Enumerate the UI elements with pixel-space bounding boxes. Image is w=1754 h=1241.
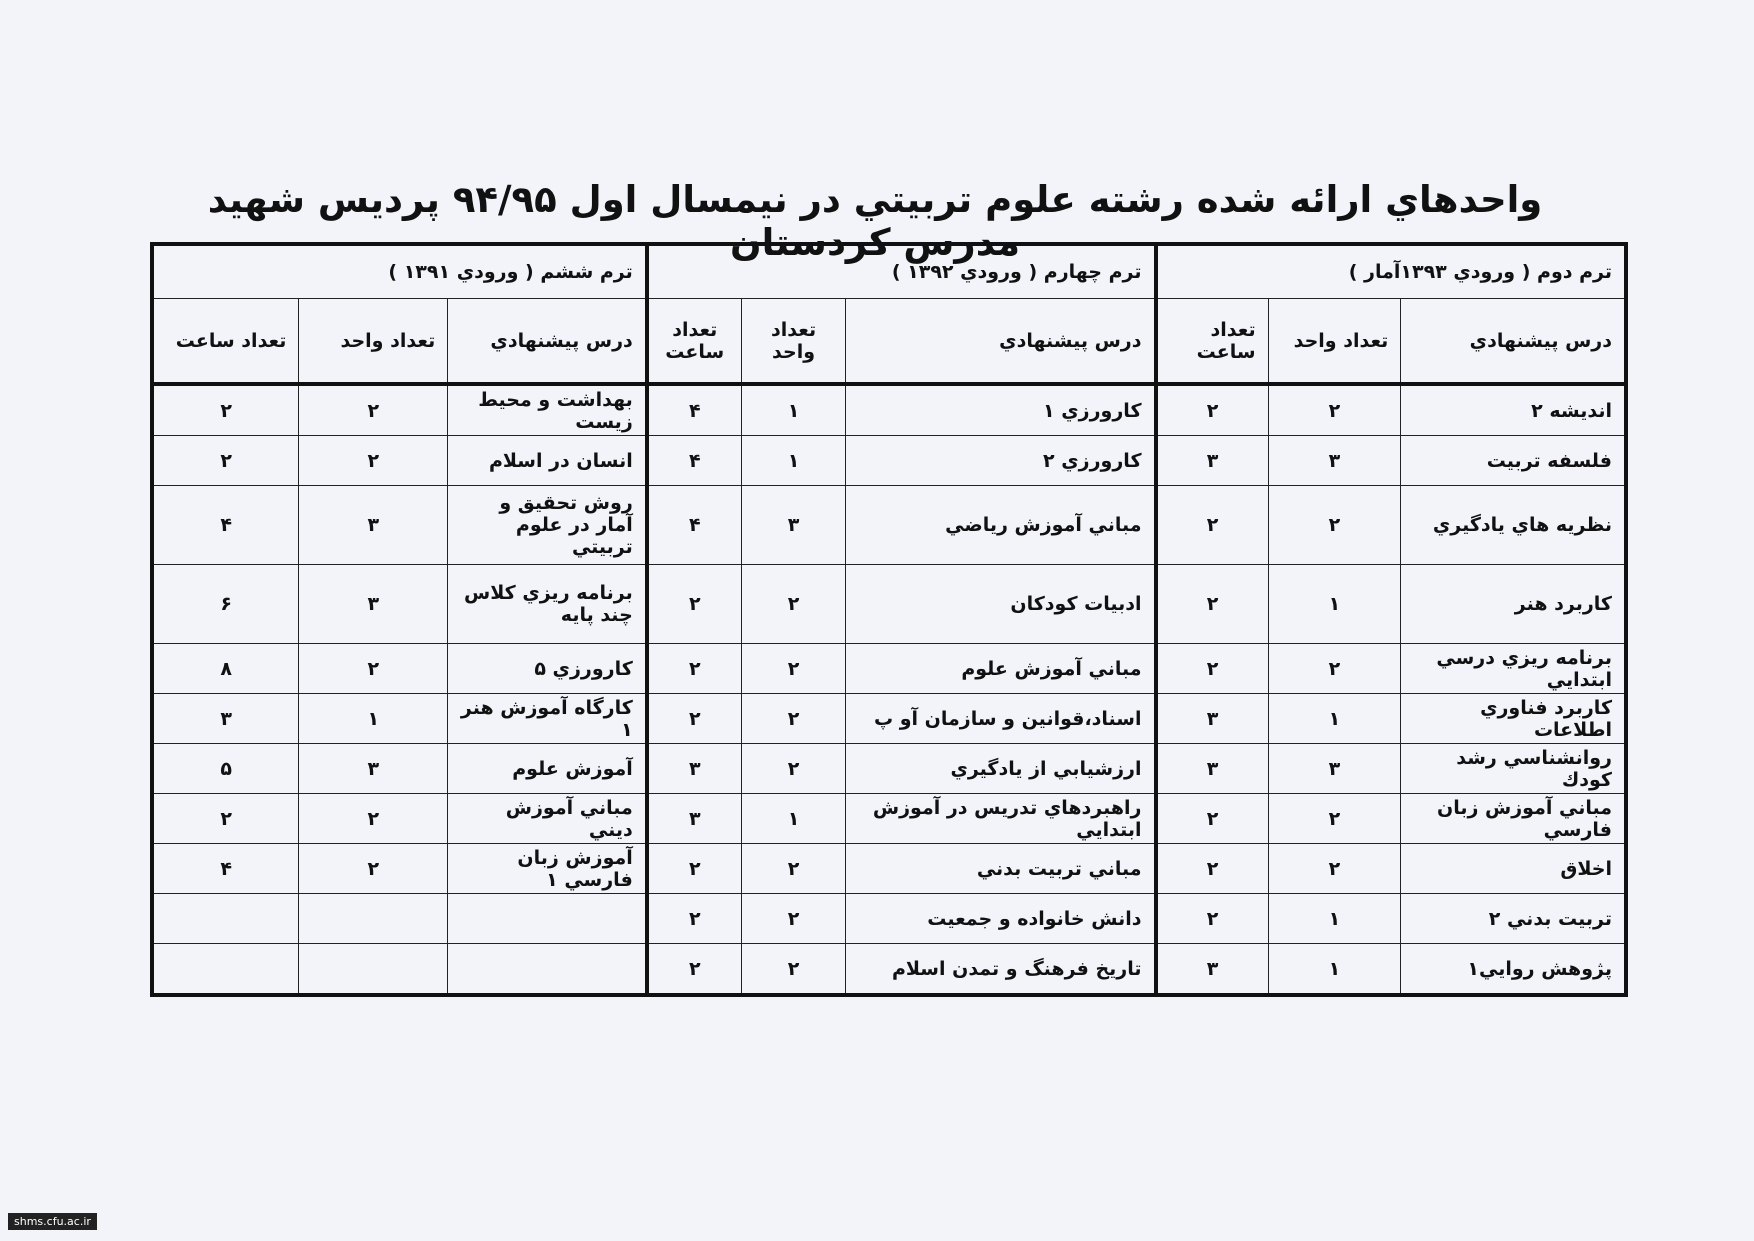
units-cell bbox=[299, 944, 448, 996]
course-cell: انسان در اسلام bbox=[448, 436, 647, 486]
units-cell: ۱ bbox=[1268, 694, 1401, 744]
header-course: درس پيشنهادي bbox=[1401, 299, 1626, 385]
course-cell: تربيت بدني ۲ bbox=[1401, 894, 1626, 944]
hours-cell: ۲ bbox=[1156, 794, 1269, 844]
units-cell: ۱ bbox=[1268, 944, 1401, 996]
header-hours: تعداد ساعت bbox=[1156, 299, 1269, 385]
units-cell: ۲ bbox=[741, 744, 846, 794]
course-cell: ارزشيابي از يادگيري bbox=[846, 744, 1156, 794]
table-row bbox=[152, 744, 1626, 794]
course-cell: مباني آموزش زبان فارسي bbox=[1401, 794, 1626, 844]
hours-cell: ۲ bbox=[1156, 384, 1269, 436]
units-cell: ۲ bbox=[299, 644, 448, 694]
site-watermark: shms.cfu.ac.ir bbox=[8, 1213, 97, 1230]
units-cell: ۱ bbox=[299, 694, 448, 744]
units-cell: ۳ bbox=[1268, 436, 1401, 486]
table-row bbox=[152, 436, 1626, 486]
course-cell: كارورزي ۱ bbox=[846, 384, 1156, 436]
units-cell: ۲ bbox=[741, 844, 846, 894]
course-cell bbox=[448, 944, 647, 996]
units-cell: ۲ bbox=[1268, 384, 1401, 436]
course-cell: آموزش زبان فارسي ۱ bbox=[448, 844, 647, 894]
hours-cell: ۲ bbox=[152, 384, 299, 436]
hours-cell: ۲ bbox=[152, 436, 299, 486]
units-cell: ۲ bbox=[741, 894, 846, 944]
hours-cell: ۳ bbox=[1156, 944, 1269, 996]
units-cell: ۱ bbox=[741, 384, 846, 436]
course-cell: راهبردهاي تدريس در آموزش ابتدايي bbox=[846, 794, 1156, 844]
hours-cell: ۳ bbox=[152, 694, 299, 744]
header-course: درس پيشنهادي bbox=[846, 299, 1156, 385]
hours-cell: ۴ bbox=[647, 436, 742, 486]
units-cell: ۳ bbox=[1268, 744, 1401, 794]
hours-cell: ۳ bbox=[647, 794, 742, 844]
table-row bbox=[152, 844, 1626, 894]
hours-cell: ۲ bbox=[1156, 644, 1269, 694]
course-cell: مباني آموزش ديني bbox=[448, 794, 647, 844]
hours-cell: ۴ bbox=[152, 844, 299, 894]
table-row bbox=[152, 644, 1626, 694]
course-cell: اخلاق bbox=[1401, 844, 1626, 894]
course-cell: مباني آموزش رياضي bbox=[846, 486, 1156, 565]
units-cell: ۳ bbox=[299, 486, 448, 565]
course-cell: برنامه ريزي درسي ابتدايي bbox=[1401, 644, 1626, 694]
units-cell: ۳ bbox=[741, 486, 846, 565]
hours-cell: ۳ bbox=[1156, 744, 1269, 794]
course-cell: مباني آموزش علوم bbox=[846, 644, 1156, 694]
course-cell bbox=[448, 894, 647, 944]
hours-cell: ۶ bbox=[152, 565, 299, 644]
hours-cell bbox=[152, 894, 299, 944]
hours-cell: ۲ bbox=[1156, 844, 1269, 894]
hours-cell: ۲ bbox=[1156, 565, 1269, 644]
hours-cell: ۲ bbox=[647, 944, 742, 996]
hours-cell: ۴ bbox=[647, 384, 742, 436]
course-cell: ادبيات كودكان bbox=[846, 565, 1156, 644]
hours-cell: ۲ bbox=[647, 565, 742, 644]
course-cell: اسناد،قوانين و سازمان آو پ bbox=[846, 694, 1156, 744]
course-cell: تاريخ فرهنگ و تمدن اسلام bbox=[846, 944, 1156, 996]
units-cell: ۲ bbox=[741, 694, 846, 744]
course-cell: انديشه ۲ bbox=[1401, 384, 1626, 436]
table-row bbox=[152, 384, 1626, 436]
hours-cell: ۵ bbox=[152, 744, 299, 794]
units-cell: ۲ bbox=[1268, 644, 1401, 694]
units-cell: ۱ bbox=[741, 794, 846, 844]
page-title: واحدهاي ارائه شده رشته علوم تربيتي در نيمسال اول ۹۴/۹۵ پرديس شهيد مدرس كردستان bbox=[207, 178, 1543, 264]
hours-cell: ۴ bbox=[152, 486, 299, 565]
term-2-label: ترم دوم ( ورودي ۱۳۹۳آمار ) bbox=[1156, 244, 1627, 299]
term-4-label: ترم چهارم ( ورودي ۱۳۹۲ ) bbox=[647, 244, 1156, 299]
header-units: تعداد واحد bbox=[741, 299, 846, 385]
header-units: تعداد واحد bbox=[299, 299, 448, 385]
units-cell: ۲ bbox=[1268, 794, 1401, 844]
hours-cell: ۲ bbox=[152, 794, 299, 844]
course-cell: روانشناسي رشد كودك bbox=[1401, 744, 1626, 794]
table-row bbox=[152, 694, 1626, 744]
course-cell: روش تحقيق و آمار در علوم تربيتي bbox=[448, 486, 647, 565]
hours-cell: ۳ bbox=[647, 744, 742, 794]
units-cell: ۳ bbox=[299, 565, 448, 644]
course-cell: مباني تربيت بدني bbox=[846, 844, 1156, 894]
hours-cell: ۳ bbox=[1156, 694, 1269, 744]
header-hours: تعداد ساعت bbox=[152, 299, 299, 385]
units-cell: ۱ bbox=[1268, 894, 1401, 944]
units-cell: ۲ bbox=[299, 384, 448, 436]
course-cell: دانش خانواده و جمعيت bbox=[846, 894, 1156, 944]
header-hours: تعداد ساعت bbox=[647, 299, 742, 385]
hours-cell: ۲ bbox=[1156, 486, 1269, 565]
table-row bbox=[152, 794, 1626, 844]
units-cell: ۲ bbox=[299, 436, 448, 486]
course-table bbox=[150, 242, 1628, 997]
header-course: درس پيشنهادي bbox=[448, 299, 647, 385]
hours-cell: ۳ bbox=[1156, 436, 1269, 486]
units-cell: ۲ bbox=[1268, 486, 1401, 565]
units-cell: ۲ bbox=[299, 844, 448, 894]
units-cell: ۲ bbox=[299, 794, 448, 844]
units-cell: ۳ bbox=[299, 744, 448, 794]
course-cell: فلسفه تربيت bbox=[1401, 436, 1626, 486]
hours-cell bbox=[152, 944, 299, 996]
hours-cell: ۸ bbox=[152, 644, 299, 694]
units-cell: ۲ bbox=[741, 944, 846, 996]
table-row bbox=[152, 486, 1626, 565]
table-row bbox=[152, 944, 1626, 996]
hours-cell: ۲ bbox=[647, 894, 742, 944]
term-6-label: ترم ششم ( ورودي ۱۳۹۱ ) bbox=[152, 244, 647, 299]
table-row bbox=[152, 565, 1626, 644]
units-cell: ۱ bbox=[741, 436, 846, 486]
course-cell: آموزش علوم bbox=[448, 744, 647, 794]
course-cell: كاربرد فناوري اطلاعات bbox=[1401, 694, 1626, 744]
course-cell: نظريه هاي يادگيري bbox=[1401, 486, 1626, 565]
units-cell: ۲ bbox=[741, 565, 846, 644]
hours-cell: ۲ bbox=[647, 644, 742, 694]
units-cell bbox=[299, 894, 448, 944]
course-cell: بهداشت و محيط زيست bbox=[448, 384, 647, 436]
units-cell: ۲ bbox=[1268, 844, 1401, 894]
hours-cell: ۴ bbox=[647, 486, 742, 565]
header-units: تعداد واحد bbox=[1268, 299, 1401, 385]
course-cell: برنامه ريزي كلاس چند پايه bbox=[448, 565, 647, 644]
course-cell: كارگاه آموزش هنر ۱ bbox=[448, 694, 647, 744]
course-cell: كاربرد هنر bbox=[1401, 565, 1626, 644]
hours-cell: ۲ bbox=[647, 844, 742, 894]
hours-cell: ۲ bbox=[647, 694, 742, 744]
course-cell: كارورزي ۵ bbox=[448, 644, 647, 694]
course-cell: پژوهش روايي۱ bbox=[1401, 944, 1626, 996]
course-cell: كارورزي ۲ bbox=[846, 436, 1156, 486]
hours-cell: ۲ bbox=[1156, 894, 1269, 944]
table-row bbox=[152, 894, 1626, 944]
units-cell: ۲ bbox=[741, 644, 846, 694]
units-cell: ۱ bbox=[1268, 565, 1401, 644]
